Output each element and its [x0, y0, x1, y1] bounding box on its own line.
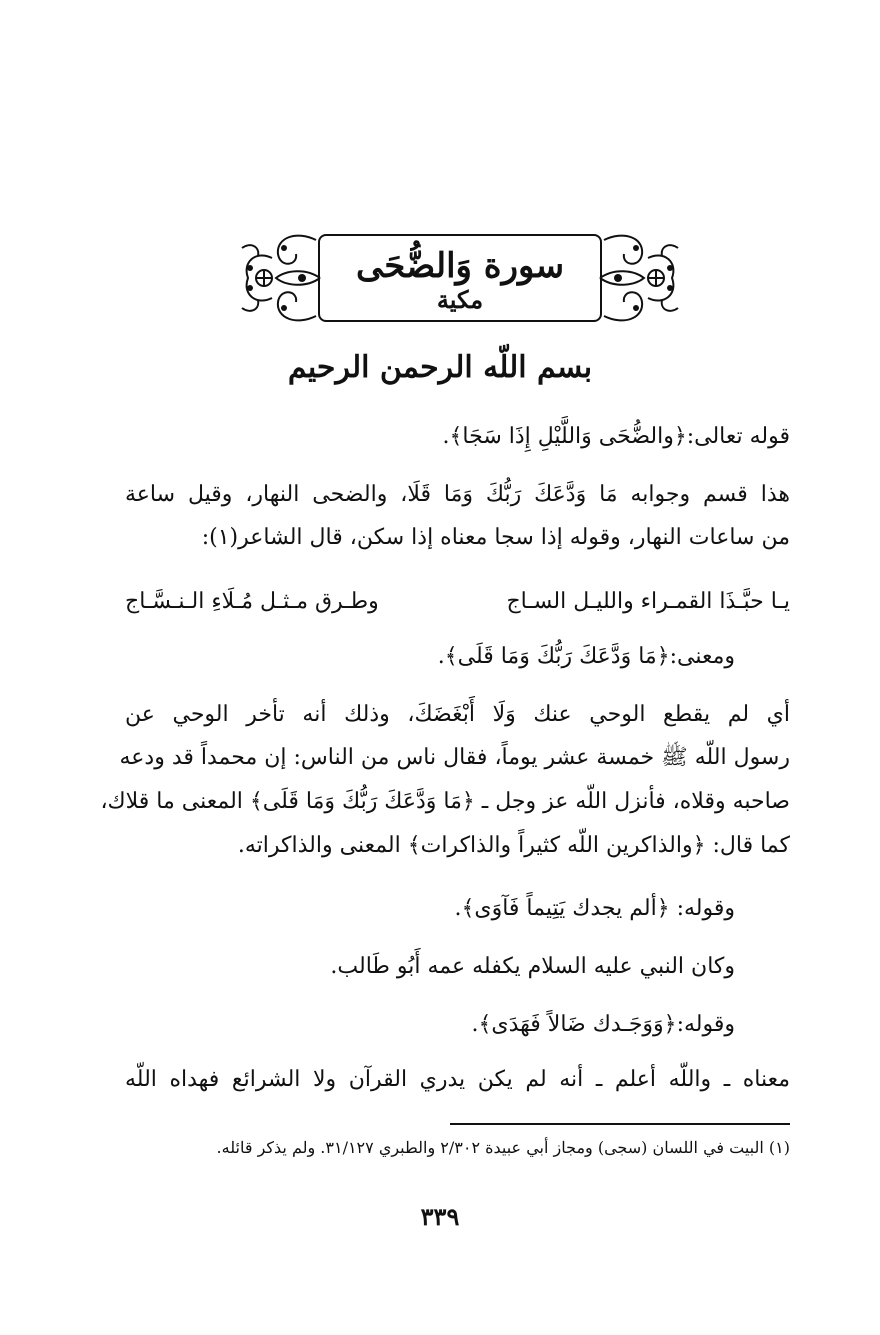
text-line: قوله تعالى:﴿والضُّحَى وَاللَّيْلِ إِذَا سَجَا﴾. — [442, 424, 790, 449]
text-line: ومعنى:﴿مَا وَدَّعَكَ رَبُّكَ وَمَا قَلَى﴾. — [437, 644, 735, 669]
poetry-verse — [125, 585, 790, 619]
text-line: أي لم يقطع الوحي عنك وَلَا أَبْغَضَكَ، وذلك أنه تأخر الوحي عن — [125, 702, 790, 727]
page-number: ٣٣٩ — [420, 1202, 460, 1231]
text-line: وقوله: ﴿ألم يجدك يَتِيماً فَآوَى﴾. — [454, 896, 735, 921]
surah-title-frame — [318, 234, 602, 322]
text-line: صاحبه وقلاه، فأنزل اللّه عز وجل ـ ﴿مَا وَدَّعَكَ رَبُّكَ وَمَا قَلَى﴾ المعنى ما قلاك، — [100, 789, 790, 814]
text-line: وكان النبي عليه السلام يكفله عمه أَبُو طَالب. — [330, 954, 735, 979]
verse-hemistich: وطـرق مـثـل مُـلَاءِ الـنـسَّـاج — [125, 589, 379, 614]
basmala: بسم اللّه الرحمن الرحيم — [287, 350, 593, 385]
surah-header — [236, 228, 684, 330]
text-line: كما قال: ﴿والذاكرين اللّه كثيراً والذاكرات﴾ المعنى والذاكراته. — [237, 833, 790, 858]
floral-ornament-icon — [236, 228, 322, 328]
surah-type: مكية — [436, 285, 484, 314]
verse-hemistich: يـا حبَّـذَا القمـراء والليـل السـاج — [506, 589, 790, 614]
footnote-separator — [450, 1123, 790, 1125]
text-line: هذا قسم وجوابه مَا وَدَّعَكَ رَبُّكَ وَمَا قَلَا، والضحى النهار، وقيل ساعة — [125, 482, 790, 507]
floral-ornament-icon — [598, 228, 684, 328]
surah-title: سورة وَالضُّحَى — [355, 246, 565, 286]
text-line: من ساعات النهار، وقوله إذا سجا معناه إذا سكن، قال الشاعر(١): — [201, 525, 790, 550]
footnote: (١) البيت في اللسان (سجى) ومجاز أبي عبيدة ٢/٣٠٢ والطبري ٣١/١٢٧. ولم يذكر قائله. — [216, 1138, 790, 1157]
text-line: رسول اللّه ﷺ خمسة عشر يوماً، فقال ناس من الناس: إن محمداً قد ودعه — [119, 745, 790, 770]
text-line: معناه ـ واللّه أعلم ـ أنه لم يكن يدري القرآن ولا الشرائع فهداه اللّه — [125, 1067, 790, 1092]
text-line: وقوله:﴿وَوَجَـدك ضَالاً فَهَدَى﴾. — [471, 1012, 735, 1037]
